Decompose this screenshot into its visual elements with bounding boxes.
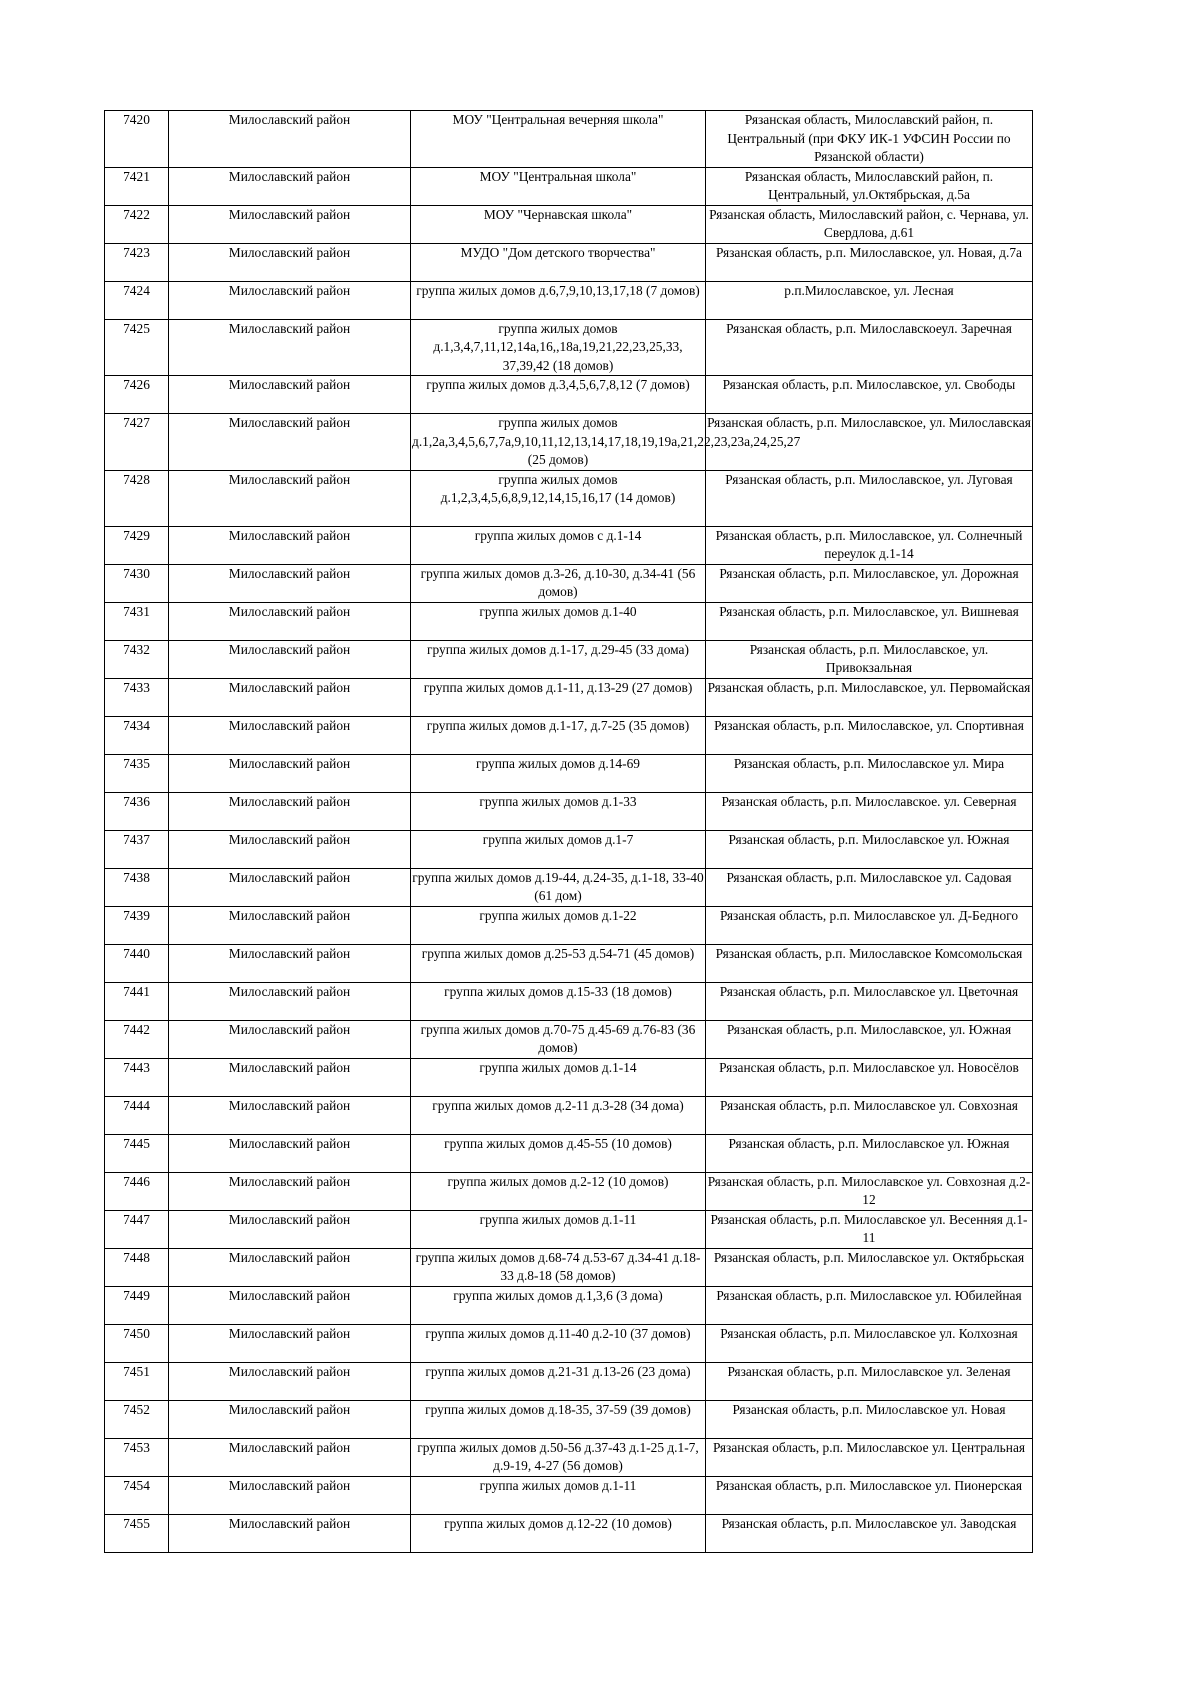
row-number-cell: 7446 [105,1172,169,1210]
table-row [105,205,1033,243]
row-number-cell: 7421 [105,167,169,205]
table-row [105,243,1033,281]
address-cell: Рязанская область, р.п. Милославское, ул. Вишневая [706,602,1033,640]
district-cell: Милославский район [169,792,411,830]
row-number-cell: 7447 [105,1210,169,1248]
object-cell: группа жилых домов д.2-12 (10 домов) [411,1172,706,1210]
object-cell: группа жилых домов д.1-17, д.7-25 (35 домов) [411,716,706,754]
address-cell: Рязанская область, р.п. Милославское ул. Центральная [706,1438,1033,1476]
table-row [105,1210,1033,1248]
row-number-cell: 7433 [105,678,169,716]
row-number-cell: 7452 [105,1400,169,1438]
row-number-cell: 7427 [105,414,169,471]
object-cell: группа жилых домов д.70-75 д.45-69 д.76-83 (36 домов) [411,1020,706,1058]
district-cell: Милославский район [169,906,411,944]
table-row [105,1248,1033,1286]
row-number-cell: 7443 [105,1058,169,1096]
object-cell: группа жилых домов д.3,4,5,6,7,8,12 (7 домов) [411,376,706,414]
district-cell: Милославский район [169,1210,411,1248]
row-number-cell: 7439 [105,906,169,944]
table-row [105,678,1033,716]
object-cell: группа жилых домов д.18-35, 37-59 (39 домов) [411,1400,706,1438]
object-cell: группа жилых домов д.6,7,9,10,13,17,18 (7 домов) [411,281,706,319]
address-cell: Рязанская область, р.п. Милославское, ул. Спортивная [706,716,1033,754]
object-cell: группа жилых домов д.68-74 д.53-67 д.34-41 д.18-33 д.8-18 (58 домов) [411,1248,706,1286]
table-row [105,1096,1033,1134]
address-cell: р.п.Милославское, ул. Лесная [706,281,1033,319]
district-cell: Милославский район [169,1096,411,1134]
district-cell: Милославский район [169,1362,411,1400]
row-number-cell: 7424 [105,281,169,319]
table-row [105,754,1033,792]
row-number-cell: 7445 [105,1134,169,1172]
row-number-cell: 7425 [105,319,169,376]
object-cell: МОУ "Чернавская школа" [411,205,706,243]
address-cell: Рязанская область, р.п. Милославское, ул. Дорожная [706,564,1033,602]
table-row [105,564,1033,602]
address-cell: Рязанская область, р.п. Милославское ул. Колхозная [706,1324,1033,1362]
address-cell: Рязанская область, р.п. Милославское ул. Садовая [706,868,1033,906]
object-cell: группа жилых домов д.15-33 (18 домов) [411,982,706,1020]
table-row [105,167,1033,205]
object-cell: группа жилых домов д.1,2,3,4,5,6,8,9,12,14,15,16,17 (14 домов) [411,470,706,526]
address-cell: Рязанская область, р.п. Милославское, ул. Первомайская [706,678,1033,716]
district-cell: Милославский район [169,111,411,168]
district-cell: Милославский район [169,678,411,716]
table-row [105,1286,1033,1324]
table-row [105,1438,1033,1476]
object-cell: группа жилых домов д.1-7 [411,830,706,868]
row-number-cell: 7434 [105,716,169,754]
object-cell: группа жилых домов д.1-11, д.13-29 (27 домов) [411,678,706,716]
address-cell: Рязанская область, р.п. Милославское ул. Д-Бедного [706,906,1033,944]
district-cell: Милославский район [169,1058,411,1096]
object-cell: группа жилых домов д.3-26, д.10-30, д.34-41 (56 домов) [411,564,706,602]
row-number-cell: 7429 [105,526,169,564]
object-cell: группа жилых домов д.1-11 [411,1210,706,1248]
table-row [105,982,1033,1020]
district-cell: Милославский район [169,1438,411,1476]
district-cell: Милославский район [169,414,411,471]
address-cell: Рязанская область, р.п. Милославское ул. Заводская [706,1514,1033,1552]
table-row [105,906,1033,944]
district-cell: Милославский район [169,281,411,319]
table-row [105,944,1033,982]
address-cell: Рязанская область, р.п. Милославское ул. Совхозная [706,1096,1033,1134]
table-row [105,281,1033,319]
address-cell: Рязанская область, р.п. Милославское ул. Весенняя д.1-11 [706,1210,1033,1248]
object-cell: группа жилых домов д.1-22 [411,906,706,944]
object-cell: группа жилых домов д.1-11 [411,1476,706,1514]
table-row [105,830,1033,868]
row-number-cell: 7430 [105,564,169,602]
address-cell: Рязанская область, р.п. Милославскоеул. Заречная [706,319,1033,376]
district-cell: Милославский район [169,1324,411,1362]
district-cell: Милославский район [169,243,411,281]
address-cell: Рязанская область, р.п. Милославское, ул. Свободы [706,376,1033,414]
address-cell: Рязанская область, р.п. Милославское ул. Цветочная [706,982,1033,1020]
row-number-cell: 7449 [105,1286,169,1324]
address-cell: Рязанская область, Милославский район, с. Чернава, ул. Свердлова, д.61 [706,205,1033,243]
row-number-cell: 7453 [105,1438,169,1476]
table-row [105,1172,1033,1210]
table-row [105,1400,1033,1438]
row-number-cell: 7428 [105,470,169,526]
district-cell: Милославский район [169,640,411,678]
table-row [105,716,1033,754]
object-cell: группа жилых домов д.1,3,6 (3 дома) [411,1286,706,1324]
object-cell: группа жилых домов д.1-33 [411,792,706,830]
table-row [105,602,1033,640]
address-cell: Рязанская область, р.п. Милославское ул. Мира [706,754,1033,792]
object-cell: группа жилых домов д.25-53 д.54-71 (45 домов) [411,944,706,982]
row-number-cell: 7444 [105,1096,169,1134]
district-cell: Милославский район [169,1248,411,1286]
district-cell: Милославский район [169,526,411,564]
table-row [105,1058,1033,1096]
address-cell: Рязанская область, р.п. Милославское ул. Южная [706,830,1033,868]
address-cell: Рязанская область, р.п. Милославское ул. Зеленая [706,1362,1033,1400]
row-number-cell: 7423 [105,243,169,281]
address-cell: Рязанская область, р.п. Милославское ул. Новая [706,1400,1033,1438]
district-cell: Милославский район [169,205,411,243]
district-cell: Милославский район [169,167,411,205]
address-cell: Рязанская область, р.п. Милославское ул. Пионерская [706,1476,1033,1514]
table-body [105,111,1033,1553]
address-cell: Рязанская область, р.п. Милославское, ул. Луговая [706,470,1033,526]
object-cell: группа жилых домов д.12-22 (10 домов) [411,1514,706,1552]
object-cell: МОУ "Центральная вечерняя школа" [411,111,706,168]
address-cell: Рязанская область, р.п. Милославское, ул. Солнечный переулок д.1-14 [706,526,1033,564]
object-cell: группа жилых домов с д.1-14 [411,526,706,564]
address-cell: Рязанская область, р.п. Милославское ул. Южная [706,1134,1033,1172]
row-number-cell: 7451 [105,1362,169,1400]
object-cell: группа жилых домов д.45-55 (10 домов) [411,1134,706,1172]
object-cell: группа жилых домов д.21-31 д.13-26 (23 дома) [411,1362,706,1400]
district-cell: Милославский район [169,830,411,868]
table-row [105,792,1033,830]
address-cell: Рязанская область, р.п. Милославское ул. Юбилейная [706,1286,1033,1324]
table-row [105,376,1033,414]
table-row [105,470,1033,526]
row-number-cell: 7437 [105,830,169,868]
district-cell: Милославский район [169,1020,411,1058]
object-cell: группа жилых домов д.1-14 [411,1058,706,1096]
address-cell: Рязанская область, р.п. Милославское, ул. Новая, д.7а [706,243,1033,281]
address-cell: Рязанская область, Милославский район, п. Центральный, ул.Октябрьская, д.5а [706,167,1033,205]
table-row [105,1362,1033,1400]
object-cell: группа жилых домов д.1,3,4,7,11,12,14а,16,,18а,19,21,22,23,25,33, 37,39,42 (18 домов) [411,319,706,376]
district-cell: Милославский район [169,1134,411,1172]
row-number-cell: 7450 [105,1324,169,1362]
address-cell: Рязанская область, р.п. Милославское. ул. Северная [706,792,1033,830]
district-cell: Милославский район [169,1476,411,1514]
table-row [105,1020,1033,1058]
object-cell: группа жилых домов д.1,2а,3,4,5,6,7,7а,9,10,11,12,13,14,17,18,19,19а,21,22,23,23а,24,25,27 (25 домов) [411,414,706,471]
district-cell: Милославский район [169,470,411,526]
object-cell: группа жилых домов д.1-40 [411,602,706,640]
district-cell: Милославский район [169,754,411,792]
row-number-cell: 7438 [105,868,169,906]
address-cell: Рязанская область, Милославский район, п. Центральный (при ФКУ ИК-1 УФСИН России по Рязанской области) [706,111,1033,168]
object-cell: группа жилых домов д.2-11 д.3-28 (34 дома) [411,1096,706,1134]
row-number-cell: 7455 [105,1514,169,1552]
address-cell: Рязанская область, р.п. Милославское ул. Совхозная д.2-12 [706,1172,1033,1210]
row-number-cell: 7426 [105,376,169,414]
table-row [105,319,1033,376]
object-cell: группа жилых домов д.50-56 д.37-43 д.1-25 д.1-7, д.9-19, 4-27 (56 домов) [411,1438,706,1476]
district-cell: Милославский район [169,1514,411,1552]
table-row [105,1476,1033,1514]
polling-address-table [104,110,1033,1553]
row-number-cell: 7435 [105,754,169,792]
table-row [105,1134,1033,1172]
district-cell: Милославский район [169,944,411,982]
address-cell: Рязанская область, р.п. Милославское ул. Октябрьская [706,1248,1033,1286]
row-number-cell: 7454 [105,1476,169,1514]
object-cell: группа жилых домов д.1-17, д.29-45 (33 дома) [411,640,706,678]
address-cell: Рязанская область, р.п. Милославское, ул. Южная [706,1020,1033,1058]
district-cell: Милославский район [169,1400,411,1438]
object-cell: группа жилых домов д.11-40 д.2-10 (37 домов) [411,1324,706,1362]
row-number-cell: 7442 [105,1020,169,1058]
row-number-cell: 7441 [105,982,169,1020]
table-row [105,868,1033,906]
district-cell: Милославский район [169,376,411,414]
address-cell: Рязанская область, р.п. Милославское ул. Новосёлов [706,1058,1033,1096]
table-row [105,640,1033,678]
row-number-cell: 7448 [105,1248,169,1286]
address-cell: Рязанская область, р.п. Милославское, ул. Привокзальная [706,640,1033,678]
district-cell: Милославский район [169,1172,411,1210]
address-cell: Рязанская область, р.п. Милославское, ул. Милославская [706,414,1033,471]
district-cell: Милославский район [169,1286,411,1324]
table-row [105,526,1033,564]
row-number-cell: 7431 [105,602,169,640]
row-number-cell: 7420 [105,111,169,168]
row-number-cell: 7422 [105,205,169,243]
table-row [105,414,1033,471]
district-cell: Милославский район [169,564,411,602]
table-row [105,1324,1033,1362]
object-cell: группа жилых домов д.19-44, д.24-35, д.1-18, 33-40 (61 дом) [411,868,706,906]
district-cell: Милославский район [169,319,411,376]
district-cell: Милославский район [169,602,411,640]
object-cell: группа жилых домов д.14-69 [411,754,706,792]
row-number-cell: 7432 [105,640,169,678]
table-row [105,1514,1033,1552]
district-cell: Милославский район [169,982,411,1020]
row-number-cell: 7440 [105,944,169,982]
district-cell: Милославский район [169,716,411,754]
row-number-cell: 7436 [105,792,169,830]
object-cell: МУДО "Дом детского творчества" [411,243,706,281]
table-row [105,111,1033,168]
district-cell: Милославский район [169,868,411,906]
address-cell: Рязанская область, р.п. Милославское Комсомольская [706,944,1033,982]
object-cell: МОУ "Центральная школа" [411,167,706,205]
